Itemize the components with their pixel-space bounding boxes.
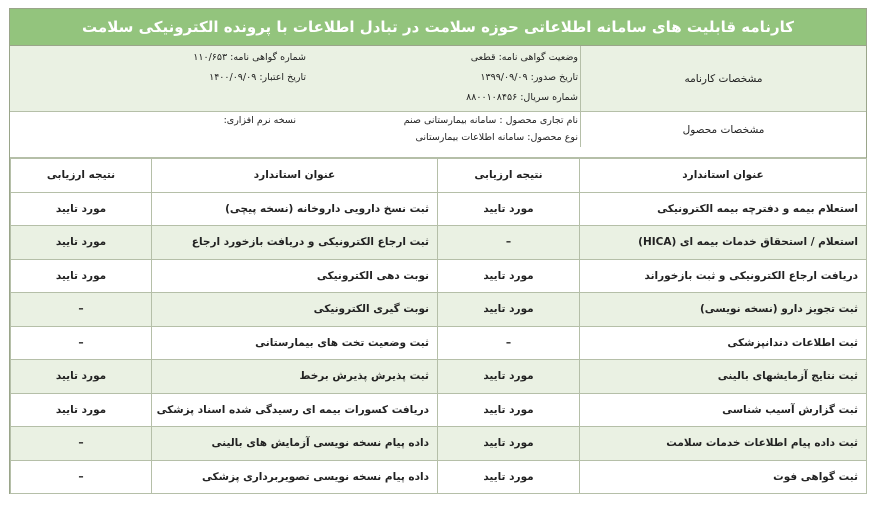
evaluation-result: مورد تایید (438, 293, 580, 327)
standard-name: استعلام بیمه و دفترچه بیمه الکترونیکی (580, 192, 867, 226)
standard-name: ثبت پذیرش پذیرش برخط (152, 360, 438, 394)
header-standard-left: عنوان استاندارد (152, 159, 438, 193)
standard-name: استعلام / استحقاق خدمات بیمه ای (HICA) (580, 226, 867, 260)
standard-name: نوبت دهی الکترونیکی (152, 259, 438, 293)
evaluation-result: – (438, 326, 580, 360)
table-row (11, 293, 867, 327)
evaluation-result: مورد تایید (438, 427, 580, 461)
header-standard-right: عنوان استاندارد (580, 159, 867, 193)
table-row (11, 226, 867, 260)
evaluation-result: مورد تایید (11, 259, 152, 293)
standard-name: ثبت اطلاعات دندانپزشکی (580, 326, 867, 360)
standard-name: ثبت گزارش آسیب شناسی (580, 393, 867, 427)
table-row (11, 360, 867, 394)
table-row (11, 326, 867, 360)
product-info-section (10, 112, 866, 148)
product-trade-name: نام تجاری محصول : سامانه بیمارستانی صنم (403, 115, 578, 126)
standard-name: ثبت گواهی فوت (580, 460, 867, 494)
page-title: کارنامه قابلیت های سامانه اطلاعاتی حوزه سلامت در تبادل اطلاعات با پرونده الکترونیکی سلامت (10, 9, 866, 46)
table-row (11, 460, 867, 494)
certificate-issue-date: تاریخ صدور: ۱۳۹۹/۰۹/۰۹ (480, 72, 578, 83)
evaluation-result: مورد تایید (438, 393, 580, 427)
standard-name: ثبت نتایج آزمایشهای بالینی (580, 360, 867, 394)
evaluation-result: – (11, 293, 152, 327)
table-row (11, 427, 867, 461)
product-version: نسخه نرم افزاری: (223, 115, 296, 126)
standard-name: داده پیام نسخه نویسی تصویربرداری پزشکی (152, 460, 438, 494)
standard-name: ثبت نسخ دارویی داروخانه (نسخه پیچی) (152, 192, 438, 226)
standard-name: دریافت ارجاع الکترونیکی و ثبت بازخوراند (580, 259, 867, 293)
certificate-info-label: مشخصات کارنامه (580, 46, 866, 111)
evaluation-result: مورد تایید (438, 259, 580, 293)
standard-name: ثبت داده پیام اطلاعات خدمات سلامت (580, 427, 867, 461)
section-divider (10, 147, 866, 158)
product-type: نوع محصول: سامانه اطلاعات بیمارستانی (415, 132, 578, 143)
certificate-info-section (10, 46, 866, 112)
standard-name: ثبت تجویز دارو (نسخه نویسی) (580, 293, 867, 327)
evaluation-result: مورد تایید (11, 192, 152, 226)
standard-name: دریافت کسورات بیمه ای رسیدگی شده اسناد پزشکی (152, 393, 438, 427)
product-info-label: مشخصات محصول (580, 112, 866, 147)
table-row (11, 259, 867, 293)
evaluation-result: مورد تایید (11, 393, 152, 427)
certificate-expiry: تاریخ اعتبار: ۱۴۰۰/۰۹/۰۹ (209, 72, 306, 83)
evaluation-result: – (11, 460, 152, 494)
table-row (11, 192, 867, 226)
certificate-number: شماره گواهی نامه: ۱۱۰/۶۵۳ (193, 52, 306, 63)
certificate-serial: شماره سریال: ۸۸۰۰۱۰۸۴۵۶ (466, 92, 578, 103)
evaluation-result: مورد تایید (11, 360, 152, 394)
evaluation-result: – (438, 226, 580, 260)
standards-table (10, 158, 867, 494)
evaluation-result: – (11, 427, 152, 461)
standard-name: ثبت وضعیت تخت های بیمارستانی (152, 326, 438, 360)
standard-name: ثبت ارجاع الکترونیکی و دریافت بازخورد ارجاع (152, 226, 438, 260)
evaluation-result: – (11, 326, 152, 360)
evaluation-result: مورد تایید (438, 360, 580, 394)
evaluation-result: مورد تایید (438, 192, 580, 226)
standard-name: داده پیام نسخه نویسی آزمایش های بالینی (152, 427, 438, 461)
table-header-row (11, 159, 867, 193)
table-row (11, 393, 867, 427)
report-card-frame (9, 8, 867, 494)
evaluation-result: مورد تایید (438, 460, 580, 494)
certificate-status: وضعیت گواهی نامه: قطعی (470, 52, 578, 63)
evaluation-result: مورد تایید (11, 226, 152, 260)
standard-name: نوبت گیری الکترونیکی (152, 293, 438, 327)
header-result-right: نتیجه ارزیابی (438, 159, 580, 193)
header-result-left: نتیجه ارزیابی (11, 159, 152, 193)
